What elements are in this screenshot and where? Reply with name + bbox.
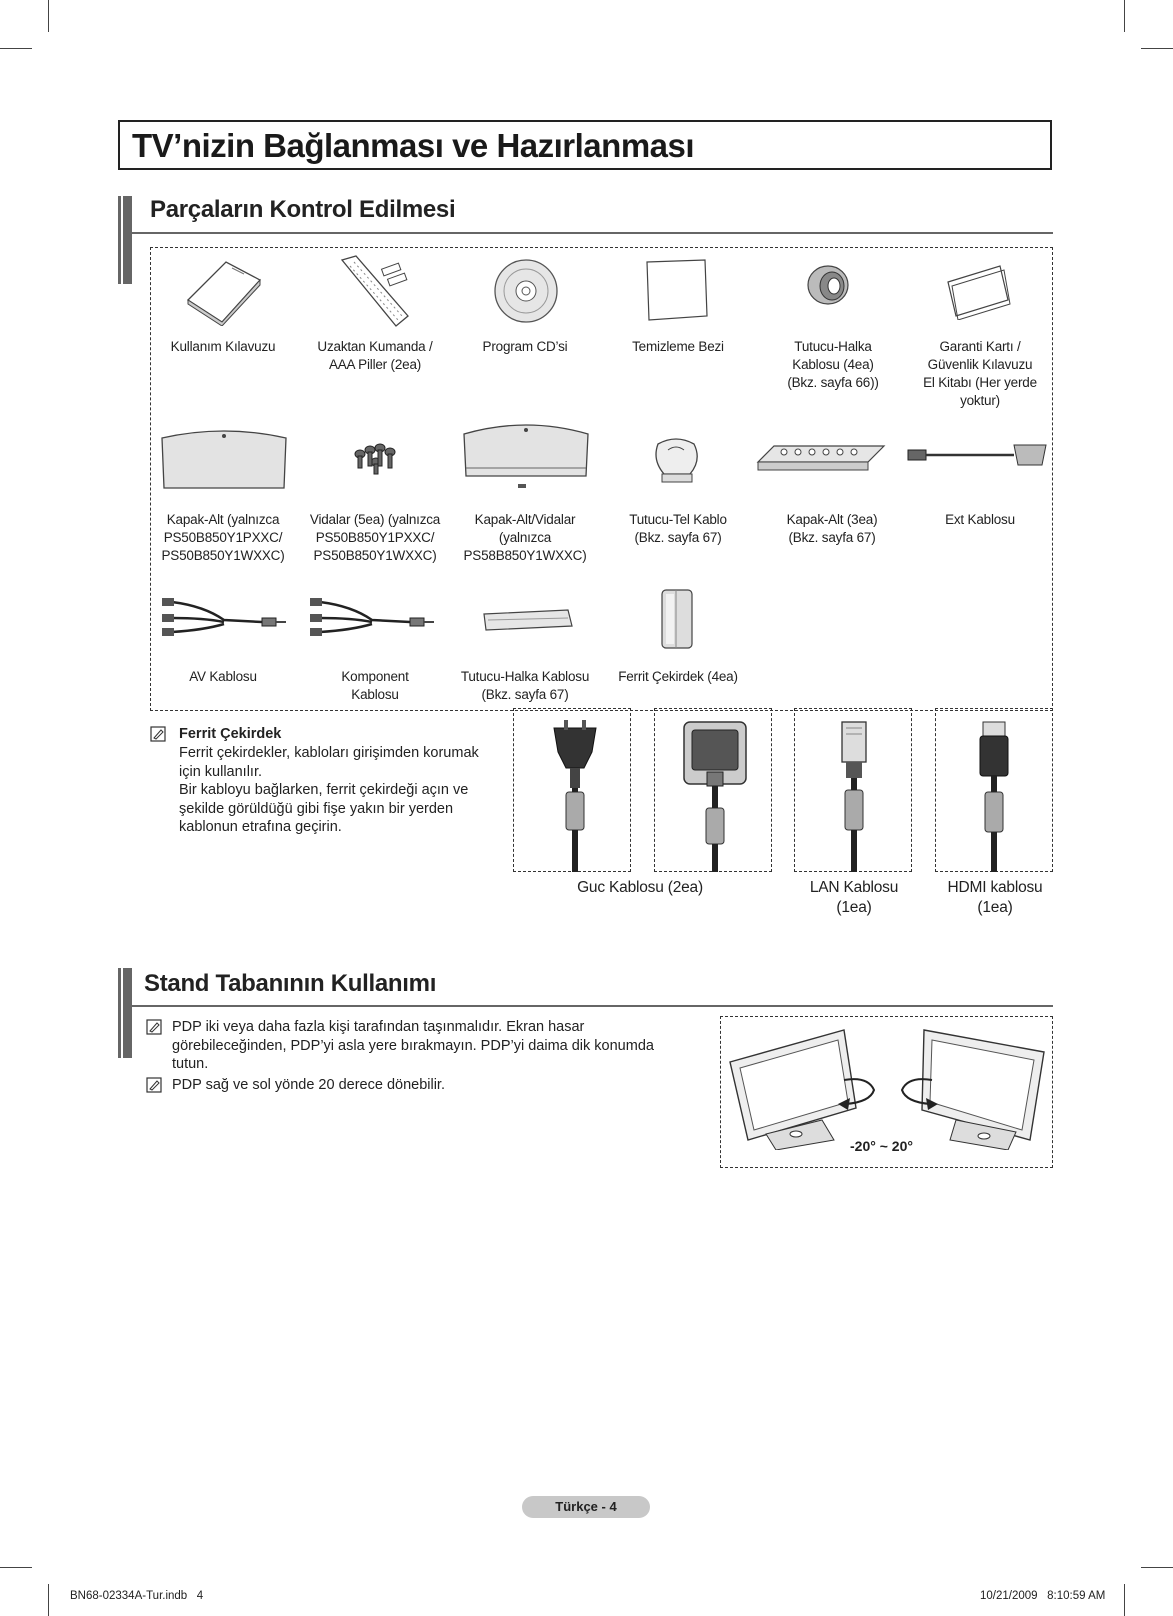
part-label: Temizleme Bezi [632,339,724,354]
hdmi-cable-icon [966,716,1022,872]
part-label: Kapak-Alt (3ea) (Bkz. sayfa 67) [786,512,878,545]
part-label: Vidalar (5ea) (yalnızca PS50B850Y1PXXC/ PS50B850Y1WXXC) [309,512,441,563]
crop-mark [1124,0,1125,32]
footer-file-name: BN68-02334A-Tur.indb 4 [70,1590,204,1602]
section-divider [132,232,1053,234]
av-cable-icon [158,596,290,640]
bottom-cover-strip-icon [756,440,886,476]
remote-control-icon [338,254,420,330]
part-label: Komponent Kablosu [341,669,409,702]
part-label: Ferrit Çekirdek (4ea) [618,669,738,684]
stand-note-1: PDP iki veya daha fazla kişi tarafından taşınmalıdır. Ekran hasar görebileceğinden, PDP’yi asla yere bırakmayın. PDP’yi daima dik konumda tutun. [172,1019,654,1072]
lan-cable-label: LAN Kablosu (1ea) [809,879,899,916]
section-divider [132,1005,1053,1007]
crop-mark [48,0,49,32]
section-bar [118,968,132,1058]
part-label: Kapak-Alt (yalnızca PS50B850Y1PXXC/ PS50B850Y1WXXC) [161,512,285,563]
ring-holder-icon [804,262,854,308]
screws-icon [352,440,402,478]
cover-screw-icon [458,418,594,496]
section-bar [118,196,132,284]
footer-timestamp: 10/21/2009 8:10:59 AM [980,1590,1106,1602]
ferrite-core-icon [656,586,700,654]
cleaning-cloth-icon [643,258,711,322]
part-label: Kapak-Alt/Vidalar (yalnızca PS58B850Y1WXXC) [463,512,587,563]
crop-mark [1141,48,1173,49]
crop-mark [1141,1567,1173,1568]
power-cable-label: Guc Kablosu (2ea) [577,879,703,896]
part-label: Tutucu-Tel Kablo (Bkz. sayfa 67) [629,512,727,545]
crop-mark [48,1584,49,1616]
ring-cable-holder-icon [480,606,576,634]
crop-mark [1124,1584,1125,1616]
cd-icon [493,258,559,324]
part-label: Tutucu-Halka Kablosu (Bkz. sayfa 67) [460,669,590,702]
tv-rotation-illustration [726,1022,1050,1150]
ferrite-note-title: Ferrit Çekirdek [179,726,282,742]
ferrite-note-body: Ferrit çekirdekler, kabloları girişimden korumak için kullanılır. Bir kabloyu bağlarken, ferrit çekirdeği açın ve şekilde görüldüğü gibi fişe yakın bir yerden kablonun etrafına geçirin. [179,745,479,835]
bottom-cover-icon [158,426,290,492]
component-cable-icon [306,596,438,640]
part-label: AV Kablosu [189,669,257,684]
part-label: Tutucu-Halka Kablosu (4ea) (Bkz. sayfa 66)) [787,339,879,390]
note-icon [146,1077,162,1093]
part-label: Kullanım Kılavuzu [170,339,276,354]
scart-cable-icon [906,440,1050,470]
power-cable-icon [676,716,752,872]
rotation-range-label: -20° ~ 20° [850,1138,913,1154]
warranty-card-icon [946,264,1012,320]
part-label: Ext Kablosu [945,512,1015,527]
part-label: Program CD’si [482,339,568,354]
wire-holder-icon [650,436,704,486]
stand-note-2: PDP sağ ve sol yönde 20 derece dönebilir. [172,1077,445,1093]
crop-mark [0,48,32,49]
page-title-box [118,120,1052,170]
power-cable-icon [540,716,610,872]
manual-book-icon [184,258,264,326]
page-title: TV’nizin Bağlanması ve Hazırlanması [132,127,695,164]
lan-cable-icon [826,716,882,872]
note-icon [146,1019,162,1035]
section-heading-parts: Parçaların Kontrol Edilmesi [150,196,456,223]
note-icon [150,726,166,742]
part-label: Uzaktan Kumanda / AAA Piller (2ea) [317,339,433,372]
hdmi-cable-label: HDMI kablosu (1ea) [947,879,1043,916]
section-heading-stand: Stand Tabanının Kullanımı [144,970,437,997]
part-label: Garanti Kartı / Güvenlik Kılavuzu El Kitabı (Her yerde yoktur) [923,339,1037,408]
crop-mark [0,1567,32,1568]
page-number-badge: Türkçe - 4 [522,1496,650,1518]
